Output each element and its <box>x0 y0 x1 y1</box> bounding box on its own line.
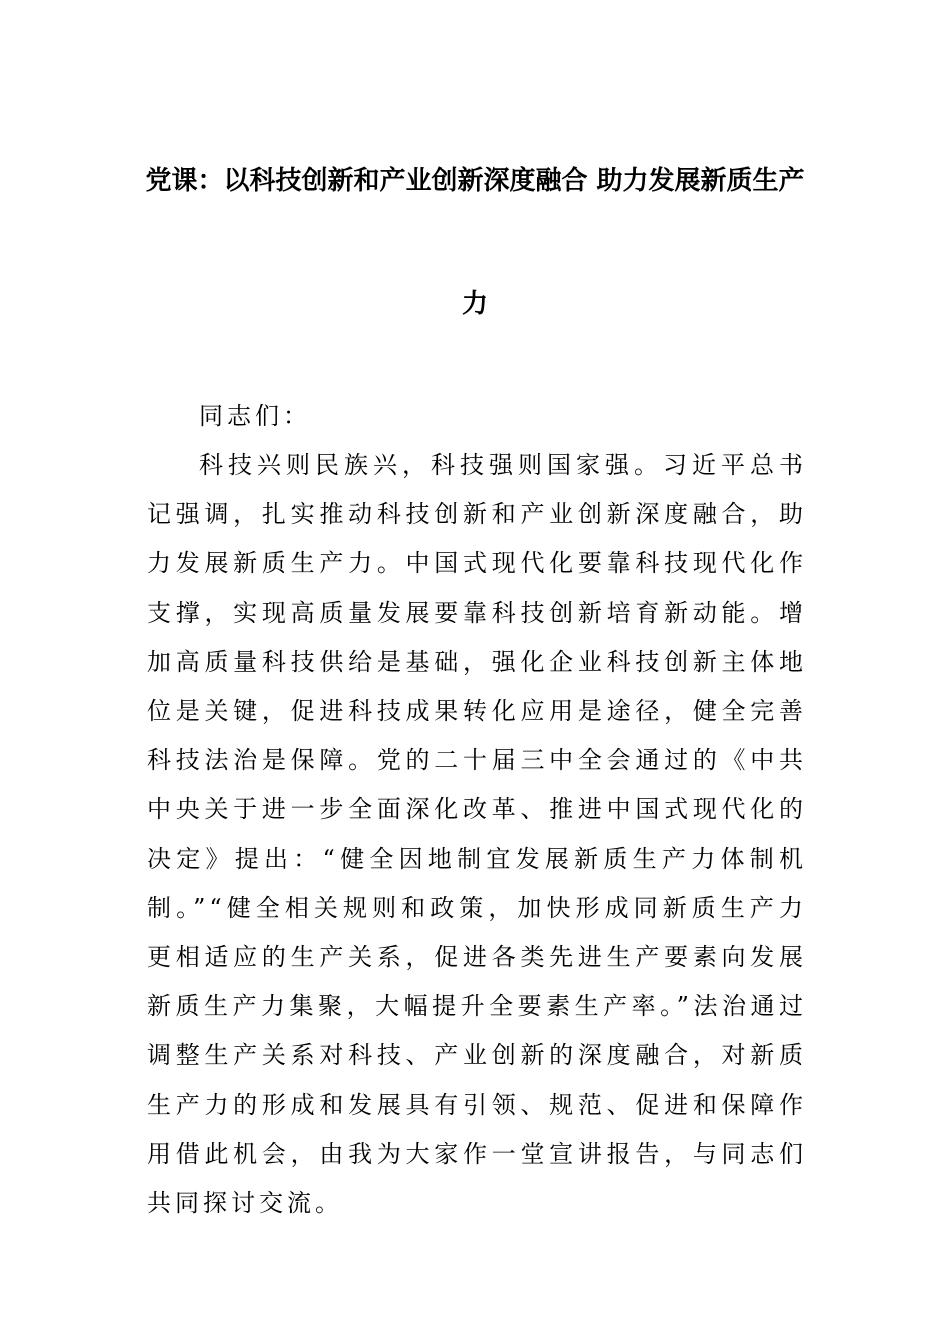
document-title-line-2: 力 <box>461 289 488 319</box>
salutation: 同志们： <box>199 402 311 430</box>
document-title-line-1: 党课：以科技创新和产业创新深度融合 助力发展新质生产 <box>145 166 805 196</box>
body-paragraph: 科技兴则民族兴，科技强则国家强。习近平总书记强调，扎实推动科技创新和产业创新深度融合，助力发展新质生产力。中国式现代化要靠科技现代化作支撑，实现高质量发展要靠科技创新培育新动能。增加高质量科技供给是基础，强化企业科技创新主体地位是关键，促进科技成果转化应用是途径，健全完善科技法治是保障。党的二十届三中全会通过的《中共中央关于进一步全面深化改革、推进中国式现代化的决定》提出：“健全因地制宜发展新质生产力体制机制。”“健全相关规则和政策，加快形成同新质生产力更相适应的生产关系，促进各类先进生产要素向发展新质生产力集聚，大幅提升全要素生产率。”法治通过调整生产关系对科技、产业创新的深度融合，对新质生产力的形成和发展具有引领、规范、促进和保障作用借此机会，由我为大家作一堂宣讲报告，与同志们共同探讨交流。 <box>147 451 807 1218</box>
